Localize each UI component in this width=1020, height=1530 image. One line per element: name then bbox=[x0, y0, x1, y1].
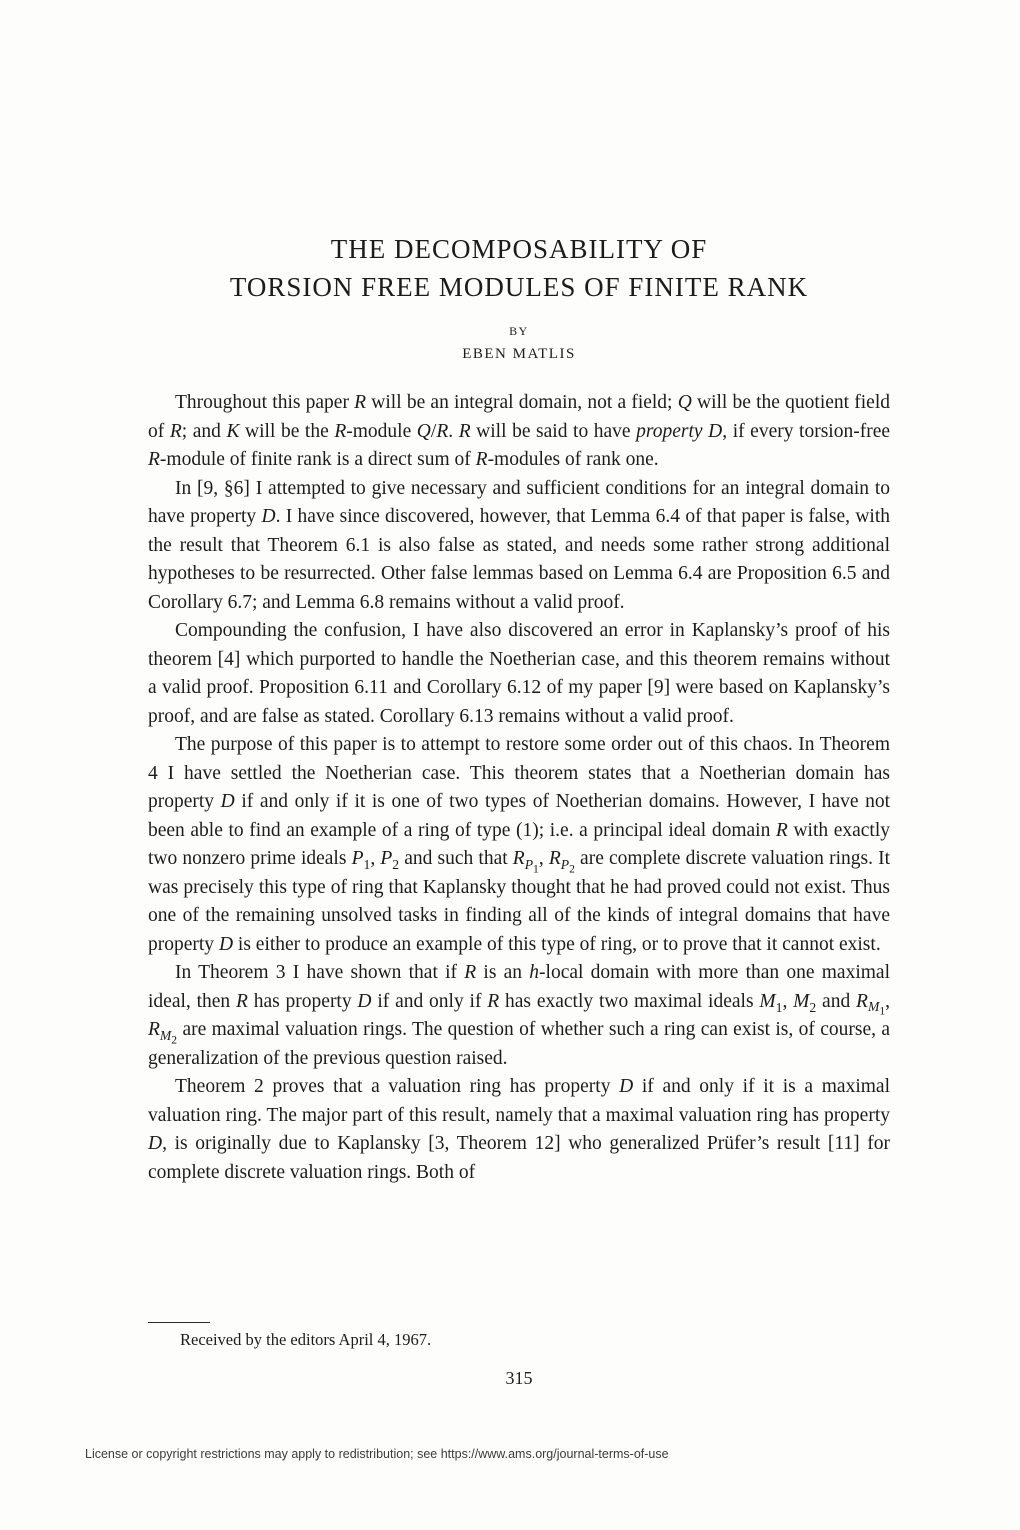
article-title bbox=[148, 230, 890, 306]
paragraph-5: In Theorem 3 I have shown that if R is an h-local domain with more than one maximal ideal, then R has property D if and only if R has exactly two maximal ideals $M_1$, $M_2$ and $R_{M_1}$, $R_{M_2}$ are maximal valuation rings. The question of whether such a ring can exist is, of course, a generalization of the previous question raised. bbox=[148, 962, 890, 1069]
title-line-2: TORSION FREE MODULES OF FINITE RANK bbox=[229, 272, 809, 302]
paragraph-4: The purpose of this paper is to attempt to restore some order out of this chaos. In Theorem 4 I have settled the Noetherian case. This theorem states that a Noetherian domain has property D if and only if it is one of two types of Noetherian domains. However, I have not been able to find an example of a ring of type (1); i.e. a principal ideal domain R with exactly two nonzero prime ideals $P_1$, $P_2$ and such that $R_{P_1}$, $R_{P_2}$ are complete discrete valuation rings. It was precisely this type of ring that Kaplansky thought that he had proved could not exist. Thus one of the remaining unsolved tasks in finding all of the kinds of integral domains that have property D is either to produce an example of this type of ring, or to prove that it cannot exist. bbox=[148, 734, 891, 955]
author-name: EBEN MATLIS bbox=[462, 346, 576, 362]
byline-label: BY bbox=[509, 324, 529, 338]
page-number: 315 bbox=[505, 1368, 533, 1388]
paragraph-2: In [9, §6] I attempted to give necessary and sufficient conditions for an integral domain to have property D. I have since discovered, however, that Lemma 6.4 of that paper is false, with the result that Theorem 6.1 is also false as stated, and needs some rather strong additional hypotheses to be resurrected. Other false lemmas based on Lemma 6.4 are Proposition 6.5 and Corollary 6.7; and Lemma 6.8 remains without a valid proof. bbox=[148, 477, 890, 613]
article-content bbox=[148, 230, 890, 1187]
title-line-1: THE DECOMPOSABILITY OF bbox=[330, 234, 708, 264]
article-body bbox=[148, 389, 890, 1187]
footnote-received: Received by the editors April 4, 1967. bbox=[180, 1330, 432, 1349]
paragraph-3: Compounding the confusion, I have also discovered an error in Kaplansky’s proof of his theorem [4] which purported to handle the Noetherian case, and this theorem remains without a valid proof. Proposition 6.11 and Corollary 6.12 of my paper [9] were based on Kaplansky’s proof, and are false as stated. Corollary 6.13 remains without a valid proof. bbox=[148, 620, 890, 727]
paragraph-6: Theorem 2 proves that a valuation ring has property D if and only if it is a maximal valuation ring. The major part of this result, namely that a maximal valuation ring has property D, is originally due to Kaplansky [3, Theorem 12] who generalized Prüfer’s result [11] for complete discrete valuation rings. Both of bbox=[148, 1076, 890, 1183]
paragraph-1: Throughout this paper R will be an integral domain, not a field; Q will be the quotient field of R; and K will be the R-module Q/R. R will be said to have property D, if every torsion-free R-module of finite rank is a direct sum of R-modules of rank one. bbox=[148, 392, 891, 470]
license-text: License or copyright restrictions may apply to redistribution; see https://www.ams.org/journal-terms-of-use bbox=[85, 1447, 669, 1461]
footnote-block bbox=[148, 1322, 890, 1350]
footnote-rule bbox=[148, 1322, 210, 1323]
